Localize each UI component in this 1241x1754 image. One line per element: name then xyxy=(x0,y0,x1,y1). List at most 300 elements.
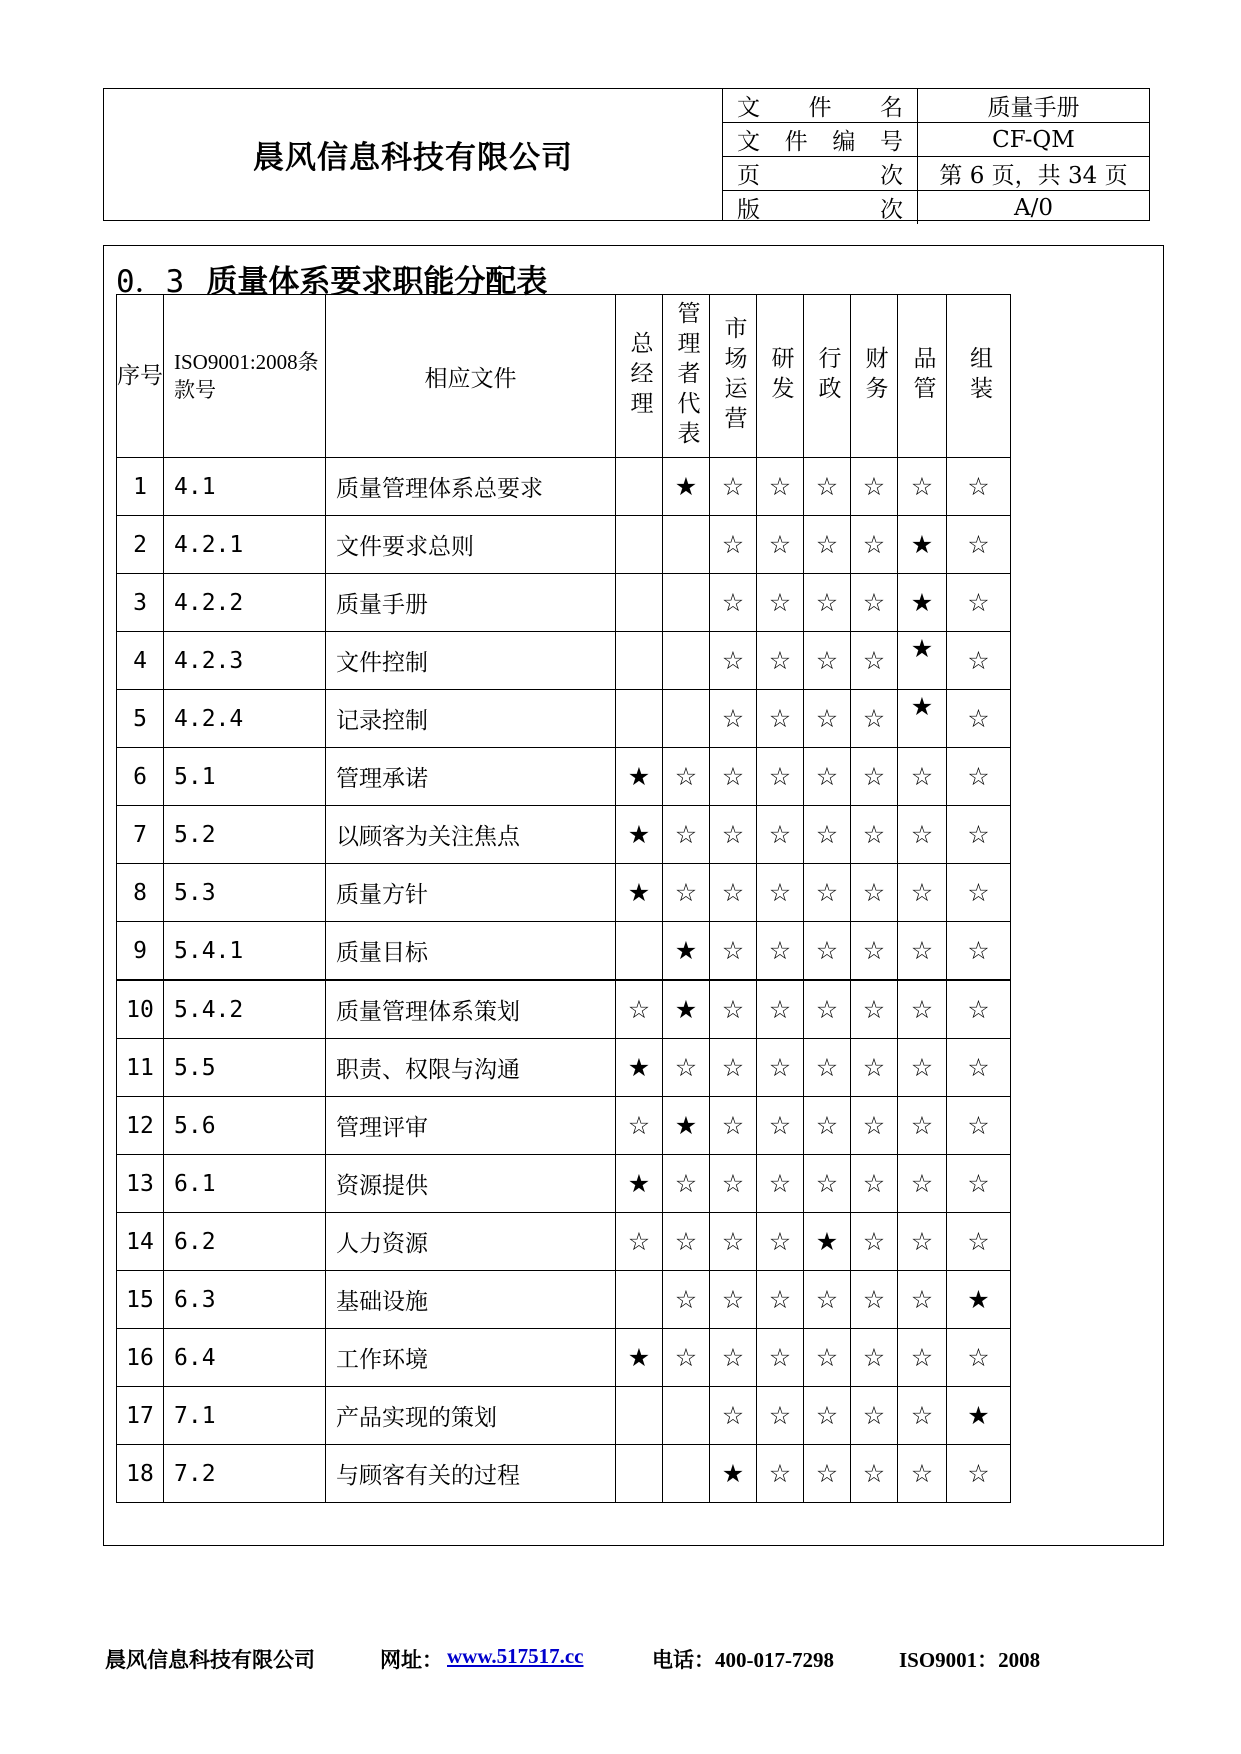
outline-star-icon: ☆ xyxy=(967,704,990,733)
responsibility-cell xyxy=(898,1329,947,1387)
outline-star-icon: ☆ xyxy=(910,472,934,501)
responsibility-cell xyxy=(616,806,663,864)
outline-star-icon: ☆ xyxy=(862,704,886,733)
row-seq: 12 xyxy=(117,1097,164,1155)
dept-label: 组装 xyxy=(966,346,992,406)
outline-star-icon: ☆ xyxy=(768,1285,792,1314)
responsibility-cell xyxy=(851,1213,898,1271)
outline-star-icon: ☆ xyxy=(721,1401,745,1430)
outline-star-icon: ☆ xyxy=(910,1401,934,1430)
header-dept-marketing xyxy=(710,295,757,458)
responsibility-cell xyxy=(804,690,851,748)
outline-star-icon: ☆ xyxy=(721,472,745,501)
outline-star-icon: ☆ xyxy=(768,472,792,501)
outline-star-icon: ☆ xyxy=(815,1285,839,1314)
responsibility-cell xyxy=(898,864,947,922)
outline-star-icon: ☆ xyxy=(862,1111,886,1140)
responsibility-cell xyxy=(898,748,947,806)
responsibility-cell xyxy=(898,516,947,574)
responsibility-cell xyxy=(710,1213,757,1271)
row-clause: 5.2 xyxy=(164,806,326,864)
dept-label: 市场运营 xyxy=(720,316,747,436)
outline-star-icon: ☆ xyxy=(910,1227,934,1256)
outline-star-icon: ☆ xyxy=(910,1169,934,1198)
responsibility-cell xyxy=(898,1213,947,1271)
responsibility-cell xyxy=(663,748,710,806)
row-clause: 7.2 xyxy=(164,1445,326,1503)
outline-star-icon: ☆ xyxy=(910,1343,934,1372)
responsibility-cell xyxy=(898,1445,947,1503)
row-seq: 4 xyxy=(117,632,164,690)
outline-star-icon: ☆ xyxy=(910,1459,934,1488)
row-document: 以顾客为关注焦点 xyxy=(326,806,616,864)
content-frame xyxy=(103,245,1164,1546)
header-dept-gm xyxy=(616,295,663,458)
outline-star-icon: ☆ xyxy=(967,1343,990,1372)
outline-star-icon: ☆ xyxy=(721,1343,745,1372)
table-row xyxy=(117,1097,1011,1155)
outline-star-icon: ☆ xyxy=(862,1053,886,1082)
responsibility-cell xyxy=(898,980,947,1039)
row-clause: 6.2 xyxy=(164,1213,326,1271)
outline-star-icon: ☆ xyxy=(674,1343,698,1372)
responsibility-cell xyxy=(616,922,663,981)
row-clause: 4.2.3 xyxy=(164,632,326,690)
filled-star-icon: ★ xyxy=(674,995,698,1024)
responsibility-cell xyxy=(804,574,851,632)
row-document: 质量方针 xyxy=(326,864,616,922)
responsibility-cell xyxy=(616,516,663,574)
row-document: 与顾客有关的过程 xyxy=(326,1445,616,1503)
outline-star-icon: ☆ xyxy=(721,1111,745,1140)
outline-star-icon: ☆ xyxy=(862,530,886,559)
header-label-page: 页 次 xyxy=(723,157,918,191)
outline-star-icon: ☆ xyxy=(967,530,990,559)
outline-star-icon: ☆ xyxy=(815,936,839,965)
responsibility-cell xyxy=(616,1155,663,1213)
table-row xyxy=(117,1271,1011,1329)
footer-company: 晨风信息科技有限公司 xyxy=(105,1648,315,1672)
row-document: 管理承诺 xyxy=(326,748,616,806)
outline-star-icon: ☆ xyxy=(862,588,886,617)
outline-star-icon: ☆ xyxy=(967,646,990,675)
row-seq: 7 xyxy=(117,806,164,864)
responsibility-cell xyxy=(757,864,804,922)
responsibility-cell xyxy=(898,1271,947,1329)
responsibility-cell xyxy=(757,748,804,806)
outline-star-icon: ☆ xyxy=(815,995,839,1024)
responsibility-cell xyxy=(898,690,947,748)
table-row xyxy=(117,864,1011,922)
responsibility-cell xyxy=(804,922,851,981)
outline-star-icon: ☆ xyxy=(967,762,990,791)
row-seq: 13 xyxy=(117,1155,164,1213)
outline-star-icon: ☆ xyxy=(674,1169,698,1198)
filled-star-icon: ★ xyxy=(910,634,934,663)
responsibility-cell xyxy=(804,632,851,690)
responsibility-cell xyxy=(757,806,804,864)
outline-star-icon: ☆ xyxy=(815,646,839,675)
responsibility-cell xyxy=(947,516,1011,574)
responsibility-cell xyxy=(851,1097,898,1155)
filled-star-icon: ★ xyxy=(627,762,651,791)
outline-star-icon: ☆ xyxy=(815,588,839,617)
responsibility-cell xyxy=(663,1097,710,1155)
outline-star-icon: ☆ xyxy=(815,530,839,559)
responsibility-cell xyxy=(947,458,1011,516)
row-clause: 6.1 xyxy=(164,1155,326,1213)
outline-star-icon: ☆ xyxy=(721,1053,745,1082)
header-clause: ISO9001:2008条款号 xyxy=(164,295,326,458)
responsibility-cell xyxy=(947,922,1011,981)
responsibility-cell xyxy=(851,1445,898,1503)
responsibility-cell xyxy=(804,1039,851,1097)
responsibility-cell xyxy=(851,1329,898,1387)
responsibility-cell xyxy=(757,1387,804,1445)
header-value-page: 第 6 页，共 34 页 xyxy=(918,157,1150,191)
outline-star-icon: ☆ xyxy=(815,1169,839,1198)
responsibility-cell xyxy=(947,1445,1011,1503)
responsibility-cell xyxy=(947,1039,1011,1097)
outline-star-icon: ☆ xyxy=(815,762,839,791)
outline-star-icon: ☆ xyxy=(721,588,745,617)
responsibility-cell xyxy=(947,1387,1011,1445)
responsibility-cell xyxy=(663,516,710,574)
row-document: 工作环境 xyxy=(326,1329,616,1387)
header-dept-qc xyxy=(898,295,947,458)
row-document: 职责、权限与沟通 xyxy=(326,1039,616,1097)
dept-label: 总经理 xyxy=(626,331,653,421)
footer-phone: 电话：400-017-7298 xyxy=(652,1648,834,1672)
row-document: 质量管理体系策划 xyxy=(326,980,616,1039)
responsibility-cell xyxy=(710,1271,757,1329)
responsibility-cell xyxy=(757,516,804,574)
outline-star-icon: ☆ xyxy=(721,646,745,675)
responsibility-cell xyxy=(947,574,1011,632)
responsibility-cell xyxy=(851,690,898,748)
outline-star-icon: ☆ xyxy=(967,472,990,501)
outline-star-icon: ☆ xyxy=(768,1343,792,1372)
row-seq: 14 xyxy=(117,1213,164,1271)
responsibility-cell xyxy=(757,458,804,516)
responsibility-cell xyxy=(804,1155,851,1213)
footer-website-link[interactable]: www.517517.cc xyxy=(447,1644,584,1668)
responsibility-cell xyxy=(898,1097,947,1155)
row-seq: 8 xyxy=(117,864,164,922)
row-document: 产品实现的策划 xyxy=(326,1387,616,1445)
responsibility-cell xyxy=(804,1387,851,1445)
responsibility-cell xyxy=(663,690,710,748)
table-row xyxy=(117,1213,1011,1271)
responsibility-cell xyxy=(947,980,1011,1039)
responsibility-cell xyxy=(898,1155,947,1213)
table-row xyxy=(117,1329,1011,1387)
responsibility-cell xyxy=(898,922,947,981)
responsibility-cell xyxy=(616,632,663,690)
row-clause: 6.4 xyxy=(164,1329,326,1387)
responsibility-matrix xyxy=(116,294,1011,1503)
outline-star-icon: ☆ xyxy=(967,1111,990,1140)
outline-star-icon: ☆ xyxy=(721,936,745,965)
outline-star-icon: ☆ xyxy=(721,878,745,907)
row-document: 基础设施 xyxy=(326,1271,616,1329)
row-clause: 4.2.2 xyxy=(164,574,326,632)
responsibility-cell xyxy=(616,1097,663,1155)
outline-star-icon: ☆ xyxy=(967,1169,990,1198)
outline-star-icon: ☆ xyxy=(768,530,792,559)
outline-star-icon: ☆ xyxy=(768,936,792,965)
responsibility-cell xyxy=(947,1097,1011,1155)
header-row xyxy=(723,123,1149,157)
outline-star-icon: ☆ xyxy=(815,1053,839,1082)
outline-star-icon: ☆ xyxy=(815,1401,839,1430)
row-clause: 5.5 xyxy=(164,1039,326,1097)
outline-star-icon: ☆ xyxy=(910,936,934,965)
responsibility-cell xyxy=(757,1155,804,1213)
header-value-filename: 质量手册 xyxy=(918,89,1150,123)
outline-star-icon: ☆ xyxy=(768,704,792,733)
document-header xyxy=(103,88,1150,221)
dept-label: 研发 xyxy=(767,346,794,406)
responsibility-cell xyxy=(616,1329,663,1387)
table-row xyxy=(117,1039,1011,1097)
responsibility-cell xyxy=(851,980,898,1039)
responsibility-cell xyxy=(710,690,757,748)
outline-star-icon: ☆ xyxy=(768,1459,792,1488)
responsibility-cell xyxy=(804,1445,851,1503)
row-seq: 18 xyxy=(117,1445,164,1503)
responsibility-cell xyxy=(663,1039,710,1097)
outline-star-icon: ☆ xyxy=(768,1053,792,1082)
row-seq: 5 xyxy=(117,690,164,748)
responsibility-cell xyxy=(663,806,710,864)
responsibility-cell xyxy=(663,864,710,922)
row-clause: 5.6 xyxy=(164,1097,326,1155)
outline-star-icon: ☆ xyxy=(862,1459,886,1488)
responsibility-cell xyxy=(898,1039,947,1097)
outline-star-icon: ☆ xyxy=(721,704,745,733)
header-document: 相应文件 xyxy=(326,295,616,458)
outline-star-icon: ☆ xyxy=(967,995,990,1024)
responsibility-cell xyxy=(947,1271,1011,1329)
outline-star-icon: ☆ xyxy=(815,1343,839,1372)
responsibility-cell xyxy=(710,980,757,1039)
responsibility-cell xyxy=(804,1097,851,1155)
responsibility-cell xyxy=(710,1445,757,1503)
responsibility-cell xyxy=(898,806,947,864)
responsibility-cell xyxy=(898,458,947,516)
outline-star-icon: ☆ xyxy=(967,1053,990,1082)
filled-star-icon: ★ xyxy=(627,820,651,849)
responsibility-cell xyxy=(616,458,663,516)
outline-star-icon: ☆ xyxy=(768,820,792,849)
responsibility-cell xyxy=(663,1213,710,1271)
responsibility-cell xyxy=(710,458,757,516)
outline-star-icon: ☆ xyxy=(910,878,934,907)
responsibility-cell xyxy=(710,1387,757,1445)
outline-star-icon: ☆ xyxy=(862,1343,886,1372)
responsibility-cell xyxy=(710,748,757,806)
outline-star-icon: ☆ xyxy=(862,1285,886,1314)
outline-star-icon: ☆ xyxy=(967,588,990,617)
header-label-filename: 文 件 名 xyxy=(723,89,918,123)
outline-star-icon: ☆ xyxy=(862,762,886,791)
outline-star-icon: ☆ xyxy=(910,1053,934,1082)
table-row xyxy=(117,748,1011,806)
row-seq: 17 xyxy=(117,1387,164,1445)
responsibility-cell xyxy=(663,574,710,632)
responsibility-cell xyxy=(616,1445,663,1503)
header-label-docno: 文件编号 xyxy=(723,123,918,157)
responsibility-cell xyxy=(851,1039,898,1097)
responsibility-cell xyxy=(947,690,1011,748)
outline-star-icon: ☆ xyxy=(721,530,745,559)
outline-star-icon: ☆ xyxy=(674,1227,698,1256)
outline-star-icon: ☆ xyxy=(967,936,990,965)
header-label-version: 版 次 xyxy=(723,191,918,225)
header-row xyxy=(723,191,1149,225)
responsibility-cell xyxy=(663,1445,710,1503)
dept-label: 财务 xyxy=(861,346,888,406)
responsibility-cell xyxy=(804,458,851,516)
responsibility-cell xyxy=(757,1097,804,1155)
outline-star-icon: ☆ xyxy=(627,1227,651,1256)
responsibility-cell xyxy=(947,864,1011,922)
row-document: 质量手册 xyxy=(326,574,616,632)
header-value-docno: CF-QM xyxy=(918,123,1150,157)
outline-star-icon: ☆ xyxy=(627,1111,651,1140)
outline-star-icon: ☆ xyxy=(674,762,698,791)
outline-star-icon: ☆ xyxy=(768,1169,792,1198)
header-dept-mgmt-rep xyxy=(663,295,710,458)
header-dept-rnd xyxy=(757,295,804,458)
outline-star-icon: ☆ xyxy=(862,1227,886,1256)
responsibility-cell xyxy=(804,516,851,574)
filled-star-icon: ★ xyxy=(910,588,934,617)
filled-star-icon: ★ xyxy=(627,1053,651,1082)
row-seq: 16 xyxy=(117,1329,164,1387)
responsibility-cell xyxy=(947,748,1011,806)
row-seq: 1 xyxy=(117,458,164,516)
responsibility-cell xyxy=(851,748,898,806)
table-row xyxy=(117,980,1011,1039)
filled-star-icon: ★ xyxy=(627,1343,651,1372)
responsibility-cell xyxy=(663,1155,710,1213)
footer-website-label: 网址： xyxy=(380,1648,443,1672)
responsibility-cell xyxy=(710,1039,757,1097)
outline-star-icon: ☆ xyxy=(768,1111,792,1140)
outline-star-icon: ☆ xyxy=(967,878,990,907)
row-document: 质量管理体系总要求 xyxy=(326,458,616,516)
dept-label: 行政 xyxy=(814,346,841,406)
outline-star-icon: ☆ xyxy=(815,704,839,733)
responsibility-cell xyxy=(851,806,898,864)
responsibility-cell xyxy=(663,1387,710,1445)
responsibility-cell xyxy=(804,1271,851,1329)
responsibility-cell xyxy=(898,632,947,690)
outline-star-icon: ☆ xyxy=(815,1111,839,1140)
responsibility-cell xyxy=(851,516,898,574)
filled-star-icon: ★ xyxy=(627,878,651,907)
responsibility-cell xyxy=(804,1213,851,1271)
responsibility-cell xyxy=(616,1271,663,1329)
header-company-name: 晨风信息科技有限公司 xyxy=(104,89,723,220)
responsibility-cell xyxy=(804,1329,851,1387)
dept-label: 管理者代表 xyxy=(673,301,700,451)
table-row xyxy=(117,632,1011,690)
responsibility-cell xyxy=(757,690,804,748)
table-row xyxy=(117,806,1011,864)
table-row xyxy=(117,1387,1011,1445)
outline-star-icon: ☆ xyxy=(862,646,886,675)
outline-star-icon: ☆ xyxy=(721,1169,745,1198)
filled-star-icon: ★ xyxy=(967,1285,990,1314)
responsibility-cell xyxy=(851,458,898,516)
responsibility-cell xyxy=(710,922,757,981)
outline-star-icon: ☆ xyxy=(721,995,745,1024)
outline-star-icon: ☆ xyxy=(910,1285,934,1314)
row-clause: 4.1 xyxy=(164,458,326,516)
outline-star-icon: ☆ xyxy=(768,1401,792,1430)
row-clause: 6.3 xyxy=(164,1271,326,1329)
outline-star-icon: ☆ xyxy=(674,1285,698,1314)
section-number: 0．3 xyxy=(116,264,185,300)
matrix-body xyxy=(117,458,1011,1503)
responsibility-cell xyxy=(663,922,710,981)
row-seq: 6 xyxy=(117,748,164,806)
responsibility-cell xyxy=(710,574,757,632)
responsibility-cell xyxy=(804,748,851,806)
responsibility-cell xyxy=(710,1155,757,1213)
table-row xyxy=(117,922,1011,981)
row-clause: 5.3 xyxy=(164,864,326,922)
responsibility-cell xyxy=(710,516,757,574)
responsibility-cell xyxy=(710,1097,757,1155)
table-row xyxy=(117,574,1011,632)
matrix-header-row xyxy=(117,295,1011,458)
responsibility-cell xyxy=(757,632,804,690)
responsibility-cell xyxy=(804,864,851,922)
outline-star-icon: ☆ xyxy=(768,878,792,907)
row-seq: 3 xyxy=(117,574,164,632)
responsibility-cell xyxy=(851,922,898,981)
row-seq: 2 xyxy=(117,516,164,574)
responsibility-cell xyxy=(851,574,898,632)
filled-star-icon: ★ xyxy=(674,936,698,965)
responsibility-cell xyxy=(663,1329,710,1387)
header-dept-finance xyxy=(851,295,898,458)
responsibility-cell xyxy=(898,574,947,632)
responsibility-cell xyxy=(947,1329,1011,1387)
row-document: 文件要求总则 xyxy=(326,516,616,574)
row-document: 质量目标 xyxy=(326,922,616,981)
outline-star-icon: ☆ xyxy=(862,995,886,1024)
outline-star-icon: ☆ xyxy=(768,995,792,1024)
responsibility-cell xyxy=(616,980,663,1039)
responsibility-cell xyxy=(616,690,663,748)
responsibility-cell xyxy=(851,632,898,690)
outline-star-icon: ☆ xyxy=(862,878,886,907)
row-clause: 5.4.2 xyxy=(164,980,326,1039)
table-row xyxy=(117,690,1011,748)
outline-star-icon: ☆ xyxy=(910,1111,934,1140)
outline-star-icon: ☆ xyxy=(721,1285,745,1314)
responsibility-cell xyxy=(947,1213,1011,1271)
responsibility-cell xyxy=(757,922,804,981)
filled-star-icon: ★ xyxy=(910,530,934,559)
responsibility-cell xyxy=(947,806,1011,864)
responsibility-cell xyxy=(663,980,710,1039)
